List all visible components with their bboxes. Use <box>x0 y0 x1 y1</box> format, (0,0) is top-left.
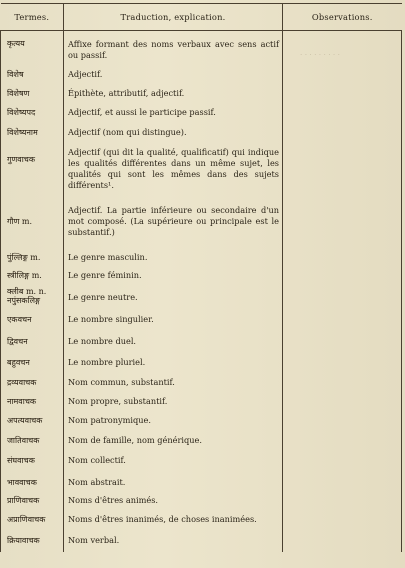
observation-cell <box>283 266 402 285</box>
table-row <box>1 530 402 552</box>
definition-cell: Nom patronymique. <box>64 411 283 430</box>
definition-cell: Adjectif (qui dit la qualité, qualificatif) qui indique les qualités différentes dans un même sujet, les qualités qui sont les mêmes dans des sujets différents¹. <box>64 144 283 202</box>
table-row <box>1 65 402 84</box>
observation-cell <box>283 530 402 552</box>
table-row <box>1 84 402 103</box>
table-row <box>1 392 402 411</box>
table-row <box>1 430 402 450</box>
term-cell: विशेष्यपद <box>1 103 64 123</box>
term-cell: विशेष्यनाम <box>1 123 64 144</box>
definition-cell: Adjectif, et aussi le participe passif. <box>64 103 283 123</box>
observation-cell <box>283 123 402 144</box>
definition-cell: Nom propre, substantif. <box>64 392 283 411</box>
table-row <box>1 309 402 329</box>
observation-cell <box>283 84 402 103</box>
table-row <box>1 491 402 510</box>
definition-cell: Le genre neutre. <box>64 285 283 309</box>
term-cell: द्रव्यवाचक <box>1 372 64 392</box>
definition-cell: Nom collectif. <box>64 450 283 471</box>
observation-cell <box>283 372 402 392</box>
term-cell: विशेषण <box>1 84 64 103</box>
header-translation: Traduction, explication. <box>64 4 283 31</box>
term-cell: अप्राणिवाचक <box>1 510 64 530</box>
table-row <box>1 202 402 246</box>
term-cell: प्राणिवाचक <box>1 491 64 510</box>
bleed-through-text: · · · · · · · · · <box>300 50 340 59</box>
observation-cell <box>283 450 402 471</box>
table-row <box>1 510 402 530</box>
observation-cell <box>283 31 402 65</box>
term-cell: अपत्यवाचक <box>1 411 64 430</box>
term-cell: नामवाचक <box>1 392 64 411</box>
table-row <box>1 351 402 372</box>
header-observations: Observations. <box>283 4 402 31</box>
term-cell: द्विवचन <box>1 329 64 351</box>
table-row <box>1 285 402 309</box>
term-cell: भाववाचक <box>1 471 64 491</box>
observation-cell <box>283 103 402 123</box>
table-row <box>1 471 402 491</box>
definition-cell: Nom verbal. <box>64 530 283 552</box>
observation-cell <box>283 202 402 246</box>
definition-cell: Adjectif. <box>64 65 283 84</box>
observation-cell <box>283 329 402 351</box>
definition-cell: Le nombre singulier. <box>64 309 283 329</box>
term-cell: जातिवाचक <box>1 430 64 450</box>
definition-cell: Le nombre pluriel. <box>64 351 283 372</box>
definition-cell: Adjectif. La partie inférieure ou secondaire d'un mot composé. (La supérieure ou principale est le substantif.) <box>64 202 283 246</box>
term-cell: स्त्रीलिङ्ग m. <box>1 266 64 285</box>
table-row <box>1 329 402 351</box>
table-row <box>1 411 402 430</box>
table-row <box>1 103 402 123</box>
table-row <box>1 123 402 144</box>
definition-cell: Le genre masculin. <box>64 246 283 266</box>
table-row <box>1 266 402 285</box>
definition-cell: Nom de famille, nom générique. <box>64 430 283 450</box>
term-cell: विशेष <box>1 65 64 84</box>
header-terms: Termes. <box>1 4 64 31</box>
term-cell: गुणवाचक <box>1 144 64 202</box>
table-row <box>1 31 402 65</box>
term-cell: क्लीब m. n. नपुंसकलिङ्ग <box>1 285 64 309</box>
glossary-table <box>0 3 402 552</box>
definition-cell: Épithète, attributif, adjectif. <box>64 84 283 103</box>
observation-cell <box>283 285 402 309</box>
observation-cell <box>283 430 402 450</box>
term-cell: एकवचन <box>1 309 64 329</box>
definition-cell: Nom commun, substantif. <box>64 372 283 392</box>
observation-cell <box>283 246 402 266</box>
observation-cell <box>283 144 402 202</box>
observation-cell <box>283 471 402 491</box>
header-row <box>1 4 402 31</box>
observation-cell <box>283 309 402 329</box>
definition-cell: Noms d'êtres inanimés, de choses inanimées. <box>64 510 283 530</box>
observation-cell <box>283 510 402 530</box>
term-cell: कृत्यय <box>1 31 64 65</box>
term-cell: गौण m. <box>1 202 64 246</box>
definition-cell: Le genre féminin. <box>64 266 283 285</box>
table-row <box>1 372 402 392</box>
term-cell: पुंल्लिङ्ग m. <box>1 246 64 266</box>
table-row <box>1 450 402 471</box>
term-cell: संघवाचक <box>1 450 64 471</box>
term-cell: क्रियावाचक <box>1 530 64 552</box>
table-row <box>1 144 402 202</box>
observation-cell <box>283 491 402 510</box>
definition-cell: Le nombre duel. <box>64 329 283 351</box>
observation-cell <box>283 392 402 411</box>
term-cell: बहुवचन <box>1 351 64 372</box>
definition-cell: Nom abstrait. <box>64 471 283 491</box>
observation-cell <box>283 65 402 84</box>
definition-cell: Adjectif (nom qui distingue). <box>64 123 283 144</box>
definition-cell: Noms d'êtres animés. <box>64 491 283 510</box>
observation-cell <box>283 411 402 430</box>
observation-cell <box>283 351 402 372</box>
definition-cell: Affixe formant des noms verbaux avec sens actif ou passif. <box>64 31 283 65</box>
table-row <box>1 246 402 266</box>
